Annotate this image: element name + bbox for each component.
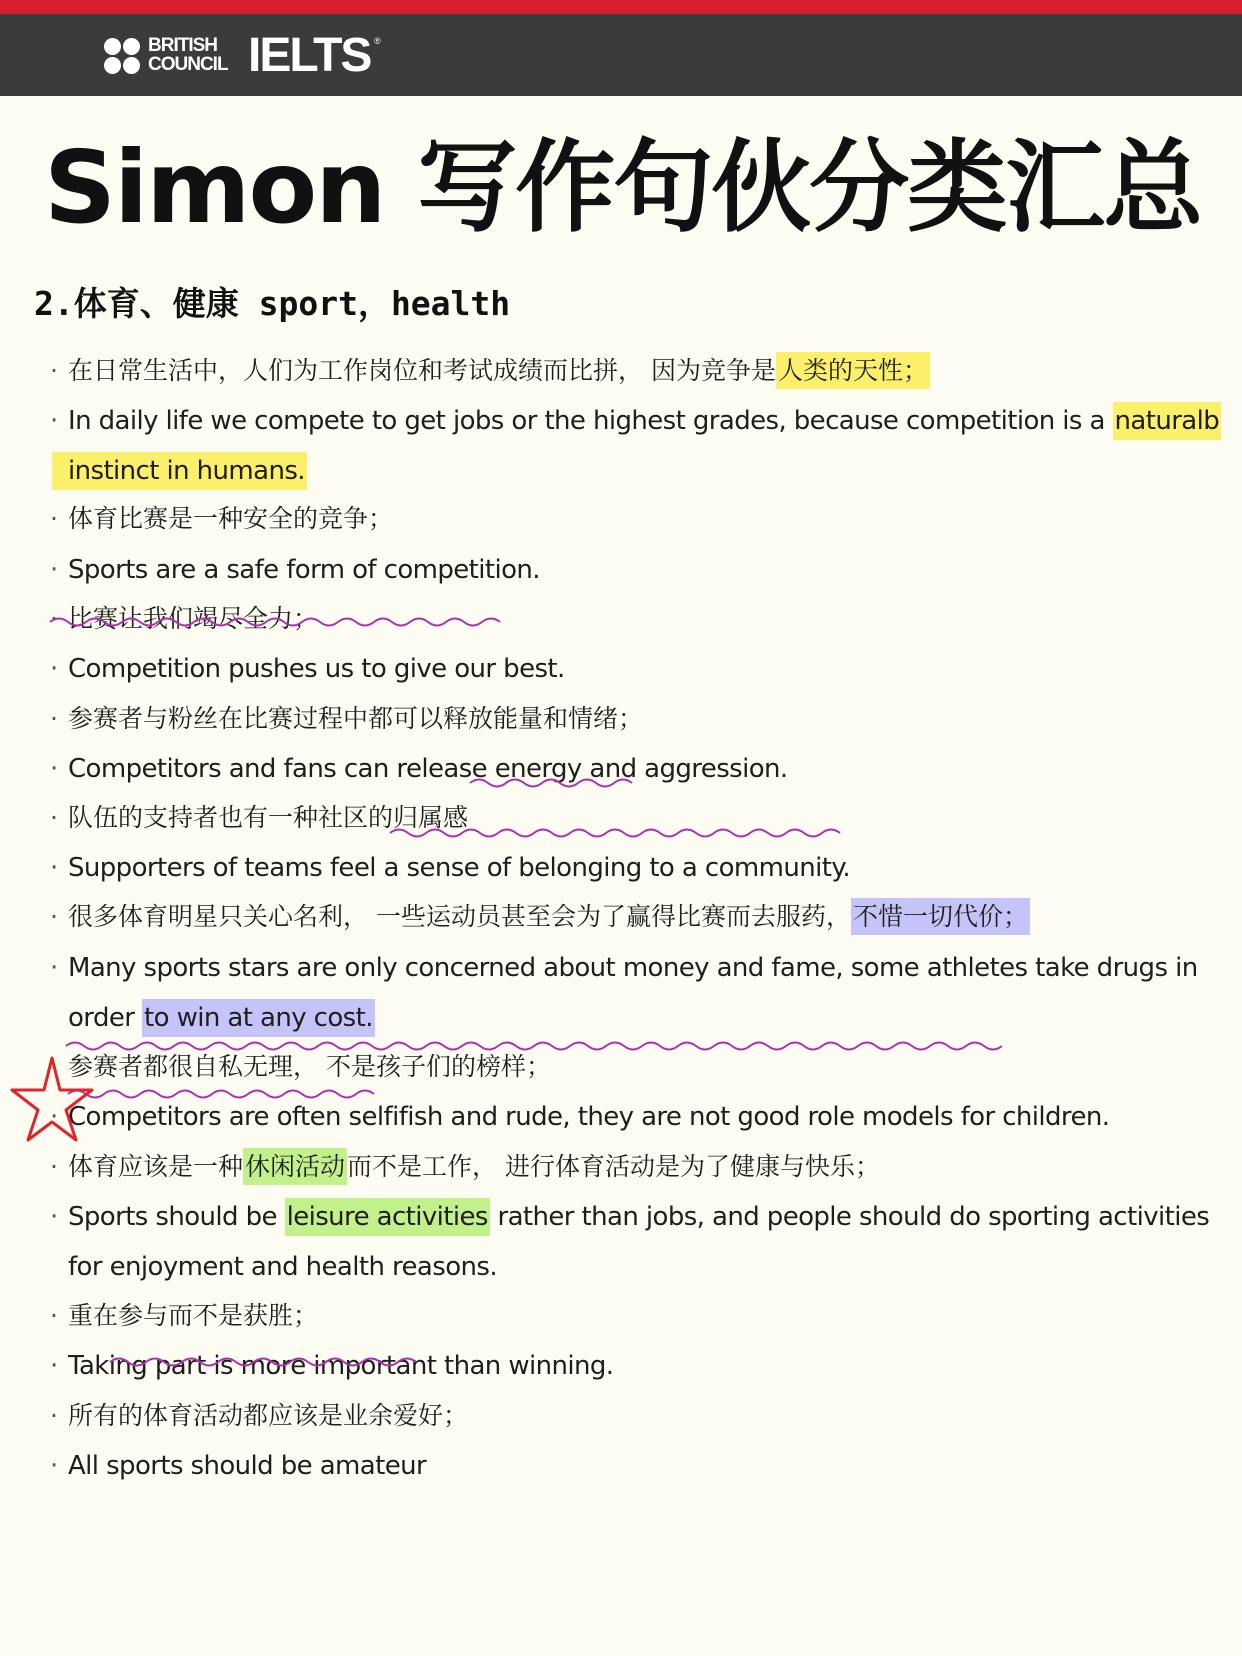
list-item: · 重在参与而不是获胜； — [50, 1301, 319, 1330]
list-item: · Many sports stars are only concerned about money and fame, some athletes take drugs in — [50, 953, 1198, 983]
section-heading: 2.体育、健康 sport，health — [34, 284, 511, 323]
british-council-wordmark: BRITISH COUNCIL — [148, 35, 228, 75]
list-item: · Competition pushes us to give our best. — [50, 654, 565, 684]
list-item: · Sports should be leisure activities rather than jobs, and people should do sporting activities — [50, 1200, 1209, 1234]
list-item: · Supporters of teams feel a sense of belonging to a community. — [50, 853, 851, 883]
list-item-continuation: instinct in humans. — [52, 454, 307, 488]
list-item: · Competitors and fans can release energy and aggression. — [50, 754, 788, 784]
list-item: · In daily life we compete to get jobs or the highest grades, because competition is a naturalb — [50, 404, 1221, 438]
list-item: · 参赛者与粉丝在比赛过程中都可以释放能量和情绪； — [50, 704, 644, 733]
list-item: · Sports are a safe form of competition. — [50, 555, 540, 585]
list-item: · 参赛者都很自私无理， 不是孩子们的榜样； — [50, 1052, 551, 1081]
list-item-continuation: order to win at any cost. — [68, 1001, 375, 1035]
list-item: · Competitors are often selfifish and rude, they are not good role models for children. — [50, 1102, 1110, 1132]
list-item: · 在日常生活中，人们为工作岗位和考试成绩而比拼， 因为竞争是人类的天性； — [50, 354, 930, 388]
list-item: · 很多体育明星只关心名利， 一些运动员甚至会为了赢得比赛而去服药，不惜一切代价； — [50, 900, 1030, 934]
list-item: · 队伍的支持者也有一种社区的归属感 — [50, 803, 469, 832]
list-item: · All sports should be amateur — [50, 1451, 427, 1481]
list-item: · Taking part is more important than winning. — [50, 1351, 614, 1381]
list-item: · 体育比赛是一种安全的竞争； — [50, 504, 394, 533]
list-item-continuation: for enjoyment and health reasons. — [68, 1252, 498, 1282]
page-title: Simon 写作句伙分类汇总 — [44, 129, 1202, 246]
ielts-wordmark: IELTS — [248, 29, 371, 82]
trademark-mark: ® — [374, 36, 381, 46]
list-item: · 体育应该是一种休闲活动而不是工作， 进行体育活动是为了健康与快乐； — [50, 1150, 880, 1184]
list-item: · 比赛让我们竭尽全力； — [50, 604, 319, 633]
list-item: · 所有的体育活动都应该是业余爱好； — [50, 1401, 469, 1430]
